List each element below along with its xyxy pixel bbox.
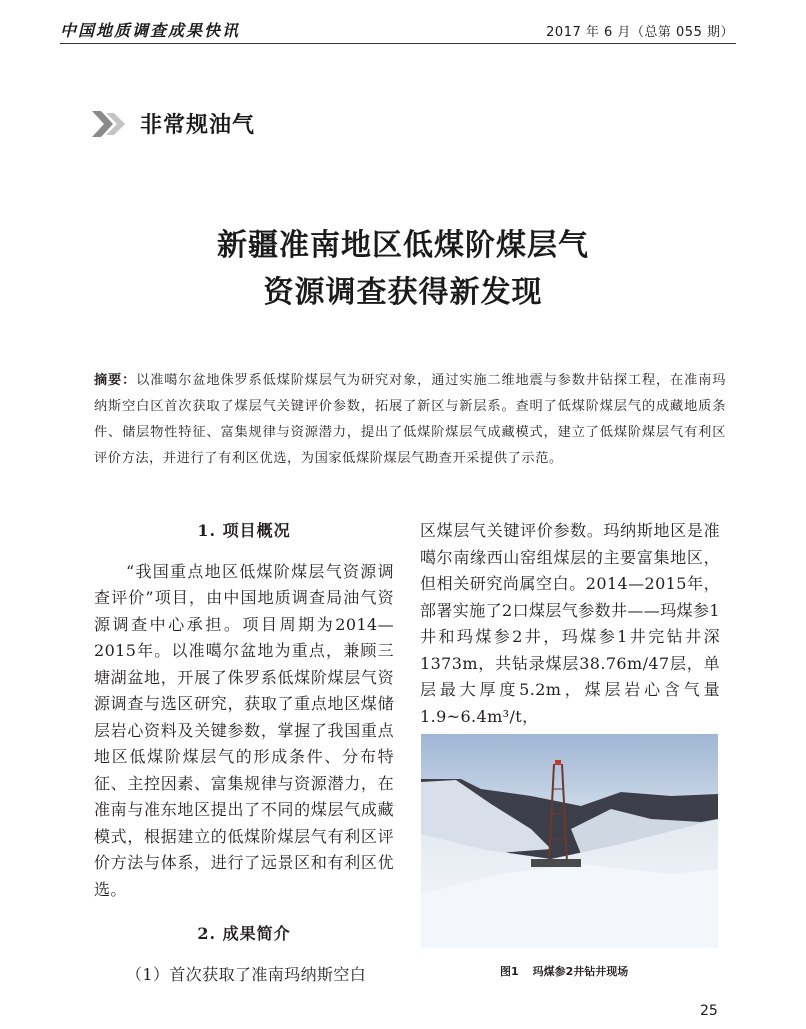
abstract bbox=[94, 368, 726, 472]
abstract-label: 摘要： bbox=[94, 373, 137, 388]
article-title bbox=[0, 222, 806, 316]
title-line-1: 新疆准南地区低煤阶煤层气 bbox=[217, 228, 589, 263]
section-2-heading: 2. 成果简介 bbox=[197, 924, 291, 943]
section-1-paragraph: “我国重点地区低煤阶煤层气资源调查评价”项目，由中国地质调查局油气资源调查中心承担。项目周期为2014—2015年。以准噶尔盆地为重点，兼顾三塘湖盆地，开展了侏罗系低煤阶煤层气资源调查与选区研究，获取了重点地区煤储层岩心资料及关键参数，掌握了我国重点地区低煤阶煤层气的形成条件、分布特征、主控因素、富集规律与资源潜力，在准南与准东地区提出了不同的煤层气成藏模式，根据建立的低煤阶煤层气有利区评价方法与体系，进行了远景区和有利区优选。 bbox=[94, 561, 394, 899]
figure-caption bbox=[500, 963, 628, 979]
right-column-paragraph: 区煤层气关键评价参数。玛纳斯地区是准噶尔南缘西山窑组煤层的主要富集地区，但相关研究尚属空白。2014—2015年，部署实施了2口煤层气参数井——玛煤参1井和玛煤参2井，玛煤参1井完钻井深1373m，共钻录煤层38.76m/47层，单层最大厚度5.2m，煤层岩心含气量1.9~6.4m³/t， bbox=[420, 521, 720, 726]
section-tag bbox=[92, 108, 255, 139]
figure-caption-text: 玛煤参2井钻井现场 bbox=[532, 965, 629, 978]
double-chevron-right-icon bbox=[92, 109, 130, 139]
section-label: 非常规油气 bbox=[140, 112, 256, 138]
title-line-2: 资源调查获得新发现 bbox=[263, 275, 543, 310]
page-number: 25 bbox=[700, 1003, 718, 1019]
figure-number: 图1 bbox=[500, 965, 519, 978]
issue-info: 2017 年 6 月（总第 055 期） bbox=[546, 25, 734, 40]
abstract-text: 以准噶尔盆地侏罗系低煤阶煤层气为研究对象，通过实施二维地震与参数井钻探工程，在准南玛纳斯空白区首次获取了煤层气关键评价参数，拓展了新区与新层系。查明了低煤阶煤层气的成藏地质条件、储层物性特征、富集规律与资源潜力，提出了低煤阶煤层气成藏模式，建立了低煤阶煤层气有利区评价方法，并进行了有利区优选，为国家低煤阶煤层气勘查开采提供了示范。 bbox=[94, 373, 726, 466]
drilling-site-photo bbox=[421, 734, 718, 948]
figure-photo bbox=[421, 734, 718, 948]
left-column bbox=[94, 518, 394, 988]
section-2-paragraph-start: （1）首次获取了准南玛纳斯空白 bbox=[126, 964, 367, 984]
journal-name: 中国地质调查成果快讯 bbox=[60, 21, 241, 40]
header-divider bbox=[60, 43, 736, 44]
right-column bbox=[420, 518, 720, 730]
section-1-heading: 1. 项目概况 bbox=[197, 521, 291, 540]
